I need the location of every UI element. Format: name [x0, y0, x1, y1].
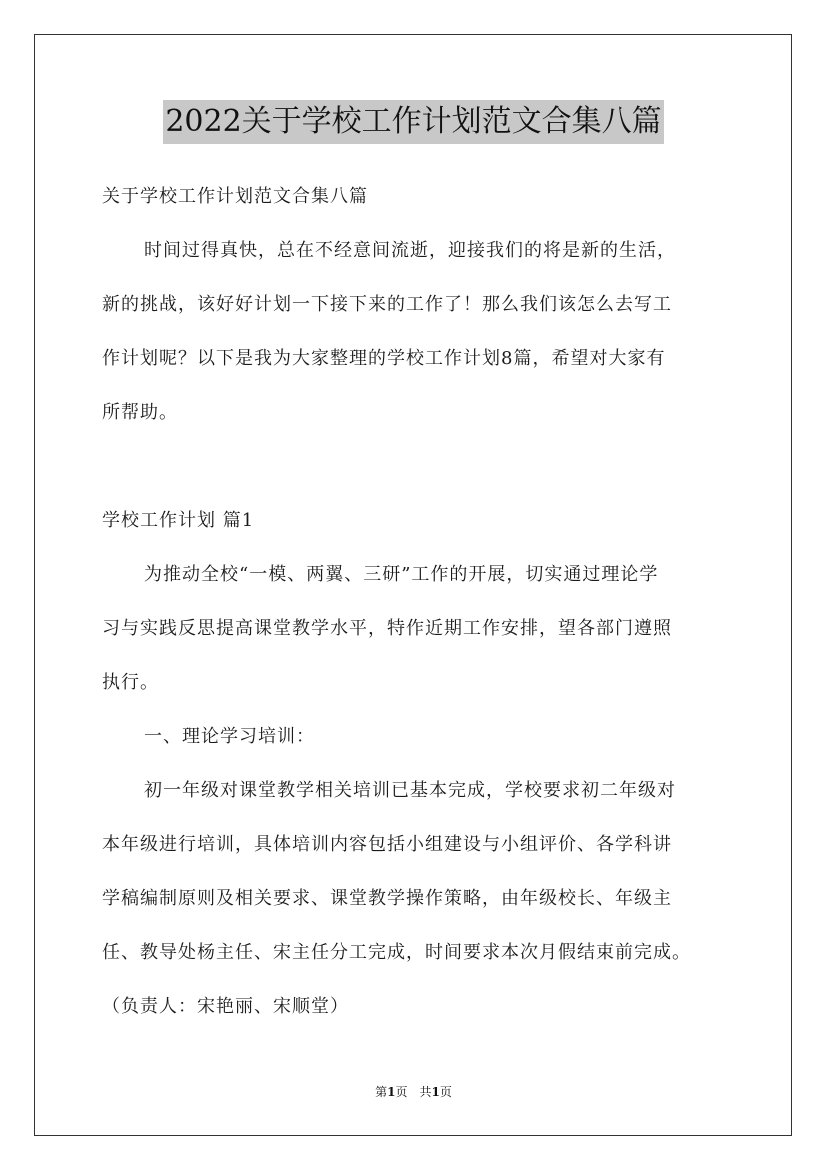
- intro-paragraph-line-1: 时间过得真快，总在不经意间流逝，迎接我们的将是新的生活，: [144, 240, 676, 261]
- section-paragraph-line-2: 习与实践反思提高课堂教学水平，特作近期工作安排，望各部门遵照: [102, 618, 672, 639]
- section-paragraph-line-1: 为推动全校“一模、两翼、三研”工作的开展，切实通过理论学: [144, 564, 659, 585]
- document-body: [102, 170, 730, 1034]
- section-paragraph-line-3: 执行。: [102, 672, 159, 693]
- training-paragraph-line-2: 本年级进行培训，具体培训内容包括小组建设与小组评价、各学科讲: [102, 834, 672, 855]
- subtitle-line: 关于学校工作计划范文合集八篇: [102, 186, 368, 207]
- footer-page-total: 1: [431, 1085, 440, 1099]
- training-paragraph-line-3: 学稿编制原则及相关要求、课堂教学操作策略，由年级校长、年级主: [102, 888, 672, 909]
- training-paragraph-line-4: 任、教导处杨主任、宋主任分工完成，时间要求本次月假结束前完成。: [102, 942, 691, 963]
- training-paragraph-line-1: 初一年级对课堂教学相关培训已基本完成，学校要求初二年级对: [144, 780, 676, 801]
- intro-paragraph-line-4: 所帮助。: [102, 402, 178, 423]
- document-title: [0, 100, 827, 144]
- intro-paragraph-line-2: 新的挑战，该好好计划一下接下来的工作了！那么我们该怎么去写工: [102, 294, 672, 315]
- intro-paragraph-line-3: 作计划呢？以下是我为大家整理的学校工作计划8篇，希望对大家有: [102, 348, 666, 369]
- page-footer: [0, 1083, 827, 1100]
- document-title-text: 2022关于学校工作计划范文合集八篇: [163, 100, 663, 144]
- footer-page-mid: 页 共: [395, 1085, 432, 1099]
- section-heading: 学校工作计划 篇1: [102, 510, 255, 531]
- footer-page-suffix: 页: [439, 1085, 452, 1099]
- responsible-person-line: （负责人：宋艳丽、宋顺堂）: [102, 996, 349, 1017]
- footer-page-number: 1: [387, 1085, 396, 1099]
- blank-line: [102, 440, 730, 494]
- subsection-heading: 一、理论学习培训：: [144, 726, 315, 747]
- footer-page-prefix: 第: [375, 1085, 388, 1099]
